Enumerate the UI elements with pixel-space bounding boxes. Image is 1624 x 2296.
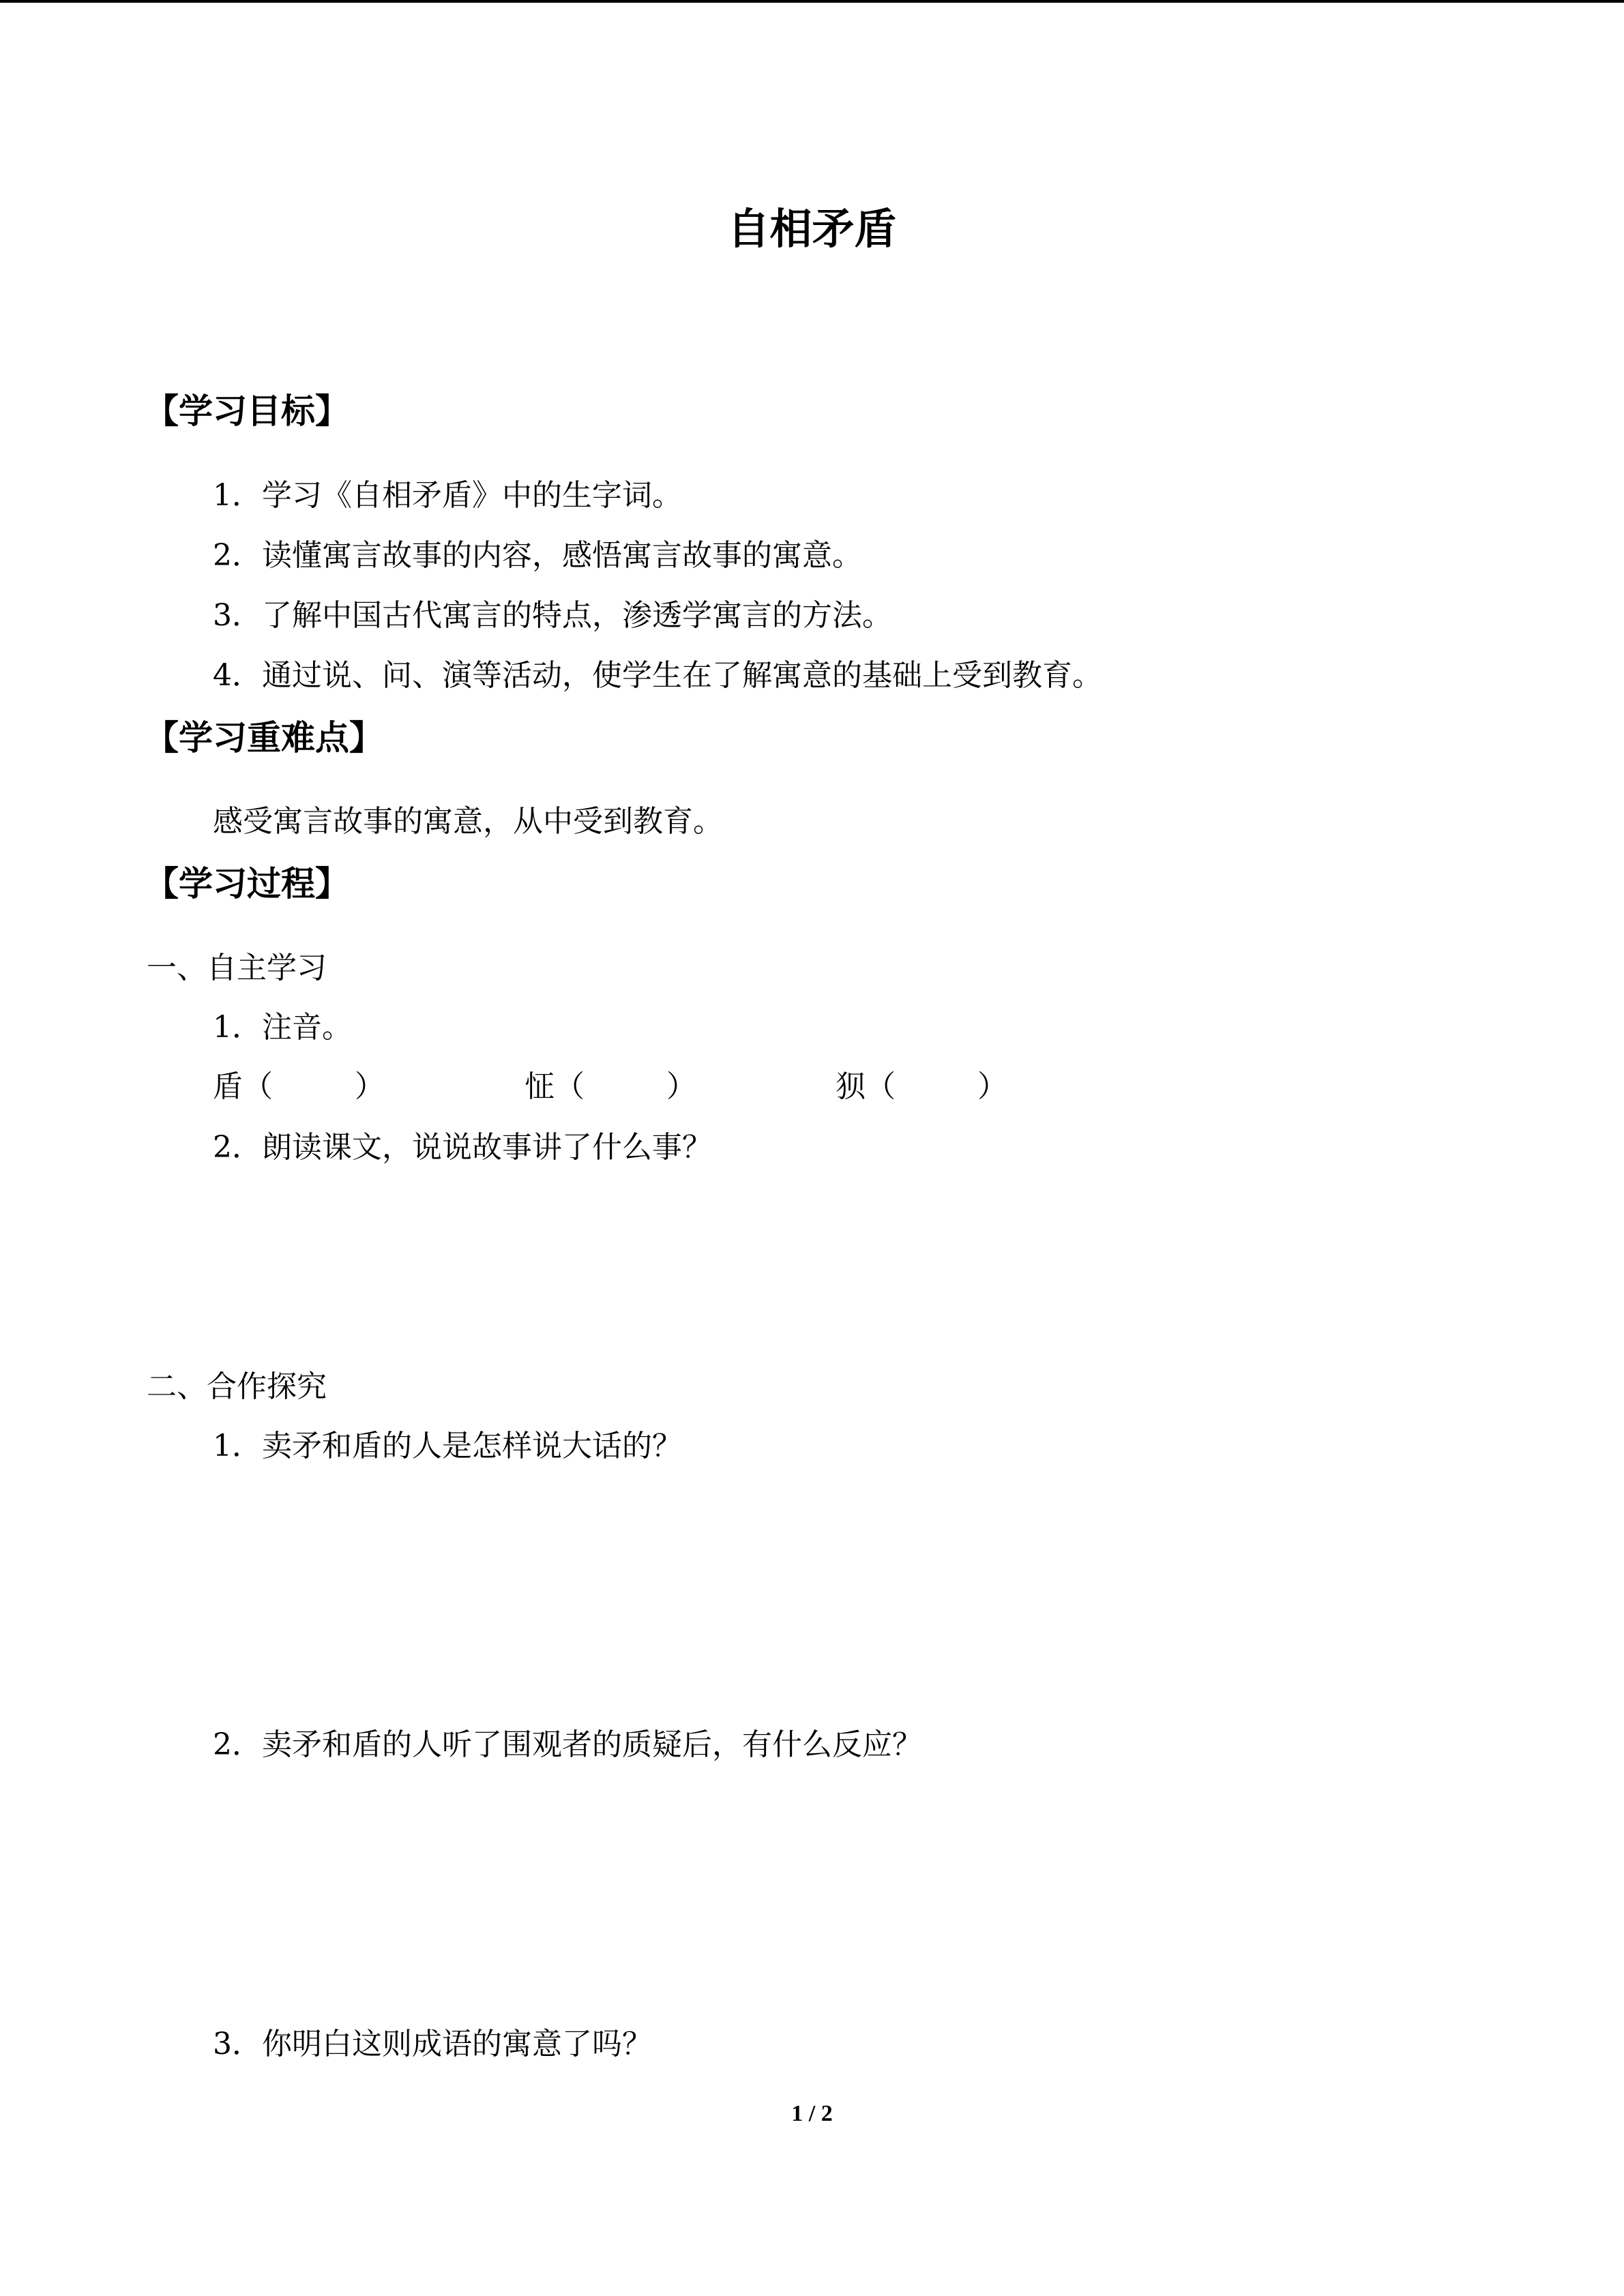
page-number: 1 / 2 (791, 2101, 833, 2126)
pinyin-char: 盾（ (213, 1069, 273, 1104)
part2-question-2: 2．卖矛和盾的人听了围观者的质疑后，有什么反应？ (213, 1727, 922, 1762)
objective-item: 4．通过说、问、演等活动，使学生在了解寓意的基础上受到教育。 (213, 658, 1102, 693)
pinyin-close: ） (355, 1069, 385, 1104)
part1-question-1: 1．注音。 (213, 1010, 352, 1045)
top-border-line (0, 0, 1624, 3)
heading-process: 【学习过程】 (145, 864, 349, 904)
page-title: 自相矛盾 (727, 204, 897, 254)
key-points-text: 感受寓言故事的寓意，从中受到教育。 (213, 804, 723, 839)
objective-item: 2．读懂寓言故事的内容，感悟寓言故事的寓意。 (213, 538, 862, 573)
objective-item: 1．学习《自相矛盾》中的生字词。 (213, 478, 682, 513)
heading-key-points: 【学习重难点】 (145, 718, 383, 758)
pinyin-row (213, 1069, 1099, 1106)
part2-title: 二、合作探究 (147, 1369, 327, 1404)
part1-title: 一、自主学习 (147, 951, 327, 985)
pinyin-item (836, 1069, 1007, 1104)
pinyin-close: ） (666, 1069, 696, 1104)
pinyin-char: 怔（ (525, 1069, 585, 1104)
part1-question-2: 2．朗读课文，说说故事讲了什么事？ (213, 1130, 712, 1165)
heading-objectives: 【学习目标】 (145, 391, 349, 431)
part2-question-1: 1．卖矛和盾的人是怎样说大话的？ (213, 1429, 682, 1463)
objective-item: 3．了解中国古代寓言的特点，渗透学寓言的方法。 (213, 598, 892, 633)
pinyin-close: ） (977, 1069, 1007, 1104)
pinyin-item (213, 1069, 385, 1104)
pinyin-item (525, 1069, 696, 1104)
part2-question-3: 3．你明白这则成语的寓意了吗？ (213, 2027, 652, 2061)
pinyin-char: 狈（ (836, 1069, 896, 1104)
